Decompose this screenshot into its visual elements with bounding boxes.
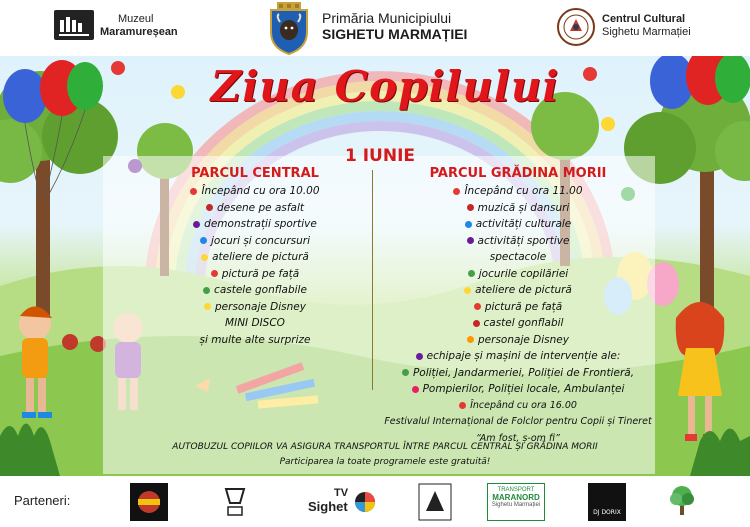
- list-item: și multe alte surprize: [199, 333, 311, 346]
- header: [0, 0, 750, 56]
- list-item: Începând cu ora 11.00: [378, 183, 658, 200]
- partner-logo-tree: [666, 483, 698, 521]
- partner-logo-2: [220, 483, 250, 521]
- bullet-icon: [416, 353, 423, 360]
- tv-sighet-icon: [354, 491, 376, 513]
- bullet-icon: [204, 303, 211, 310]
- bullet-icon: [453, 188, 460, 195]
- bullet-icon: [467, 237, 474, 244]
- list-item: castele gonflabile: [150, 282, 360, 299]
- mayoralty-name: [322, 10, 467, 42]
- partner-logo-tv-sighet: TV Sighet: [308, 483, 378, 521]
- bullet-icon: [474, 303, 481, 310]
- bullet-icon: [203, 287, 210, 294]
- tree-icon: [666, 483, 698, 521]
- free-entry-note: Participarea la toate programele este gratuită!: [279, 457, 491, 467]
- event-date: 1 IUNIE: [344, 146, 416, 166]
- bullet-icon: [464, 287, 471, 294]
- list-item: castel gonflabil: [378, 315, 658, 332]
- list-item: pictură pe față: [150, 266, 360, 283]
- bullet-icon: [201, 254, 208, 261]
- list-item: echipaje și mașini de intervenție ale:: [378, 348, 658, 365]
- partner-logo-dj-dorix: DJ DORIX: [588, 483, 626, 521]
- museum-logo: [54, 10, 94, 40]
- list-item: activități sportive: [378, 233, 658, 250]
- list-item: “Am fost, ș-om fi”: [476, 432, 560, 444]
- list-item: spectacole: [489, 251, 547, 263]
- bullet-icon: [412, 386, 419, 393]
- list-item: MINI DISCO: [225, 317, 285, 329]
- list-item: muzică și dansuri: [378, 200, 658, 217]
- bullet-icon: [402, 369, 409, 376]
- list-item: ateliere de pictură: [150, 249, 360, 266]
- left-program-column: [150, 165, 360, 348]
- list-item: Poliției, Jandarmeriei, Poliției de Frontieră,: [378, 365, 658, 382]
- list-item: activități culturale: [378, 216, 658, 233]
- list-item: personaje Disney: [150, 299, 360, 316]
- bullet-icon: [467, 204, 474, 211]
- bullet-icon: [206, 204, 213, 211]
- bullet-icon: [459, 402, 466, 409]
- list-item: demonstrații sportive: [150, 216, 360, 233]
- city-crest-icon: [267, 2, 311, 56]
- list-item: jocuri și concursuri: [150, 233, 360, 250]
- right-program-column: [378, 165, 658, 447]
- bullet-icon: [467, 336, 474, 343]
- bullet-icon: [465, 221, 472, 228]
- bottom-notes: [150, 440, 620, 470]
- cultural-center-name: [602, 13, 691, 39]
- bullet-icon: [473, 320, 480, 327]
- museum-name-line2: Maramureșean: [100, 26, 178, 38]
- list-item: desene pe asfalt: [150, 200, 360, 217]
- left-column-heading: PARCUL CENTRAL: [191, 166, 319, 181]
- cultural-center-line1: Centrul Cultural: [602, 13, 686, 25]
- museum-name: [100, 13, 178, 39]
- list-item: Începând cu ora 10.00: [150, 183, 360, 200]
- list-item: Festivalul Internațional de Folclor pentru Copii și Tineret: [384, 416, 652, 427]
- list-item: Începând cu ora 16.00: [378, 398, 658, 415]
- mayoralty-line2: SIGHETU MARMAȚIEI: [322, 26, 468, 42]
- bullet-icon: [193, 221, 200, 228]
- bullet-icon: [211, 270, 218, 277]
- cultural-center-seal-icon: [556, 7, 596, 47]
- list-item: personaje Disney: [378, 332, 658, 349]
- cultural-center-line2: Sighetu Marmației: [602, 26, 691, 38]
- right-column-heading: PARCUL GRĂDINA MORII: [429, 166, 607, 181]
- partners-label: Parteneri:: [14, 493, 71, 508]
- partner-logo-maranord: TRANSPORT MARANORD Sighetu Marmației: [487, 483, 545, 521]
- partner-logo-1: [130, 483, 168, 521]
- partner-logo-4: [418, 483, 452, 521]
- transport-note: AUTOBUZUL COPIILOR VA ASIGURA TRANSPORTUL ÎNTRE PARCUL CENTRAL ȘI GRĂDINA MORII: [172, 442, 598, 452]
- museum-name-line1: Muzeul: [118, 13, 154, 25]
- partners-footer: [0, 476, 750, 527]
- list-item: ateliere de pictură: [378, 282, 658, 299]
- bullet-icon: [468, 270, 475, 277]
- event-title: Ziua Copilului: [210, 62, 560, 111]
- list-item: pictură pe față: [378, 299, 658, 316]
- mayoralty-line1: Primăria Municipiului: [322, 10, 452, 26]
- list-item: Pompierilor, Poliției locale, Ambulanței: [378, 381, 658, 398]
- bullet-icon: [200, 237, 207, 244]
- list-item: jocurile copilăriei: [378, 266, 658, 283]
- column-divider: [372, 170, 373, 390]
- bullet-icon: [190, 188, 197, 195]
